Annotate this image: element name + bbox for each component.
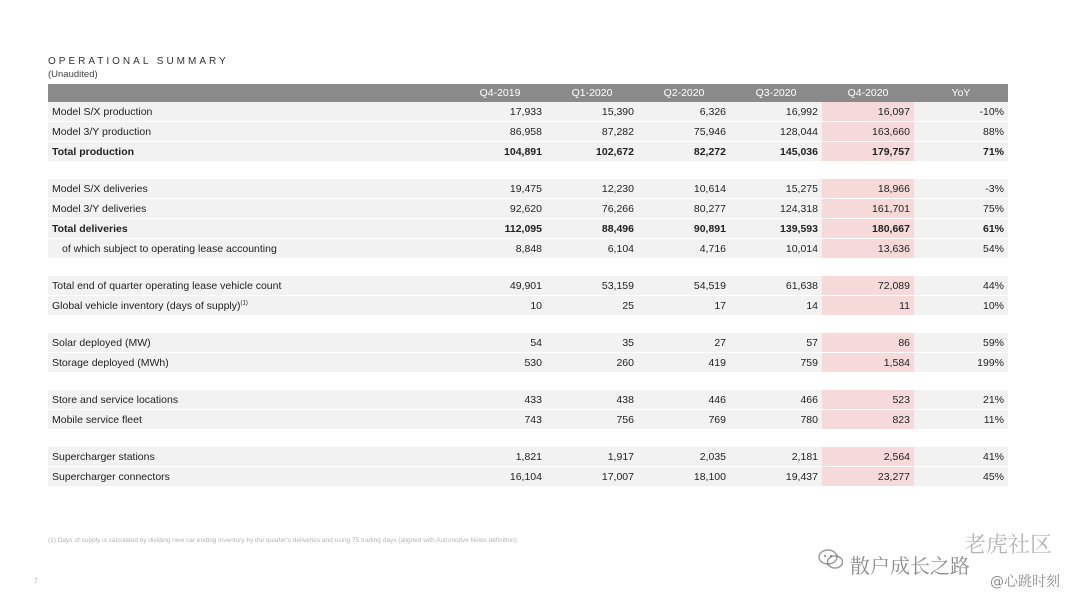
row-label bbox=[48, 467, 454, 487]
spacer-cell bbox=[48, 430, 1008, 447]
value-cell: 102,672 bbox=[546, 142, 638, 162]
column-header: Q1-2020 bbox=[546, 84, 638, 102]
value-cell: 438 bbox=[546, 390, 638, 410]
row-label-text: Supercharger connectors bbox=[52, 470, 170, 483]
value-cell: 446 bbox=[638, 390, 730, 410]
value-cell: 25 bbox=[546, 296, 638, 316]
value-cell: 54 bbox=[454, 333, 546, 353]
value-cell: 92,620 bbox=[454, 199, 546, 219]
watermark-line1: 老虎社区 bbox=[963, 533, 1052, 558]
table-row bbox=[48, 467, 1008, 487]
value-cell: 139,593 bbox=[730, 219, 822, 239]
value-cell: 86,958 bbox=[454, 122, 546, 142]
table-body bbox=[48, 102, 1008, 487]
spacer-cell bbox=[48, 373, 1008, 390]
value-cell: 61,638 bbox=[730, 276, 822, 296]
row-label-text: Model 3/Y deliveries bbox=[52, 202, 147, 215]
column-header-yoy: YoY bbox=[914, 84, 1008, 102]
row-label bbox=[48, 333, 454, 353]
value-cell: 54,519 bbox=[638, 276, 730, 296]
value-cell: 53,159 bbox=[546, 276, 638, 296]
value-cell: 35 bbox=[546, 333, 638, 353]
value-cell: 128,044 bbox=[730, 122, 822, 142]
table-row bbox=[48, 447, 1008, 467]
value-cell: 15,390 bbox=[546, 102, 638, 122]
row-label bbox=[48, 296, 454, 316]
yoy-cell: 199% bbox=[914, 353, 1008, 373]
value-cell: 17 bbox=[638, 296, 730, 316]
row-label-text: Solar deployed (MW) bbox=[52, 336, 151, 349]
row-label-text: Store and service locations bbox=[52, 393, 179, 406]
row-label-text: Supercharger stations bbox=[52, 450, 155, 463]
value-cell: 17,933 bbox=[454, 102, 546, 122]
row-label bbox=[48, 219, 454, 239]
row-label bbox=[48, 179, 454, 199]
row-label-text: Global vehicle inventory (days of supply) bbox=[52, 299, 241, 312]
watermark-line3: @心跳时刻 bbox=[990, 574, 1060, 590]
spacer-row bbox=[48, 162, 1008, 179]
value-cell: 433 bbox=[454, 390, 546, 410]
row-label-text: Total production bbox=[52, 145, 135, 158]
page-number: 7 bbox=[34, 578, 38, 585]
row-label bbox=[48, 353, 454, 373]
value-cell: 17,007 bbox=[546, 467, 638, 487]
value-cell: 2,181 bbox=[730, 447, 822, 467]
value-cell: 10,014 bbox=[730, 239, 822, 259]
footnote: (1) Days of supply is calculated by dividing new car ending inventory by the quarter's deliveries and using 75 trading days (aligned with Automotive News definition). bbox=[48, 537, 519, 544]
row-label-text: of which subject to operating lease accounting bbox=[62, 242, 277, 255]
spacer-row bbox=[48, 259, 1008, 276]
yoy-cell: 59% bbox=[914, 333, 1008, 353]
yoy-cell: 41% bbox=[914, 447, 1008, 467]
wechat-logo-icon bbox=[818, 548, 844, 570]
row-label-text: Model 3/Y production bbox=[52, 125, 152, 138]
spacer-cell bbox=[48, 259, 1008, 276]
spacer-row bbox=[48, 430, 1008, 447]
yoy-cell: -3% bbox=[914, 179, 1008, 199]
value-cell: 6,326 bbox=[638, 102, 730, 122]
table-row bbox=[48, 122, 1008, 142]
value-cell: 759 bbox=[730, 353, 822, 373]
value-cell: 1,821 bbox=[454, 447, 546, 467]
table-header-row bbox=[48, 84, 1008, 102]
value-cell: 530 bbox=[454, 353, 546, 373]
table-row bbox=[48, 239, 1008, 259]
row-label bbox=[48, 390, 454, 410]
value-cell: 57 bbox=[730, 333, 822, 353]
yoy-cell: 45% bbox=[914, 467, 1008, 487]
table-row bbox=[48, 179, 1008, 199]
row-label-text: Model S/X production bbox=[52, 105, 153, 118]
value-cell: 466 bbox=[730, 390, 822, 410]
spacer-row bbox=[48, 373, 1008, 390]
row-label-text: Storage deployed (MWh) bbox=[52, 356, 169, 369]
row-label bbox=[48, 142, 454, 162]
value-cell: 18,100 bbox=[638, 467, 730, 487]
row-label-text: Total deliveries bbox=[52, 222, 128, 235]
current-quarter-cell: 161,701 bbox=[822, 199, 914, 219]
row-label-text: Mobile service fleet bbox=[52, 413, 142, 426]
table-row bbox=[48, 353, 1008, 373]
current-quarter-cell: 1,584 bbox=[822, 353, 914, 373]
column-header: Q3-2020 bbox=[730, 84, 822, 102]
row-label-text: Total end of quarter operating lease vehicle count bbox=[52, 279, 282, 292]
value-cell: 80,277 bbox=[638, 199, 730, 219]
yoy-cell: 75% bbox=[914, 199, 1008, 219]
value-cell: 743 bbox=[454, 410, 546, 430]
value-cell: 12,230 bbox=[546, 179, 638, 199]
yoy-cell: -10% bbox=[914, 102, 1008, 122]
row-label bbox=[48, 410, 454, 430]
header-blank-cell bbox=[48, 84, 454, 102]
value-cell: 260 bbox=[546, 353, 638, 373]
value-cell: 124,318 bbox=[730, 199, 822, 219]
yoy-cell: 71% bbox=[914, 142, 1008, 162]
value-cell: 15,275 bbox=[730, 179, 822, 199]
value-cell: 49,901 bbox=[454, 276, 546, 296]
value-cell: 88,496 bbox=[546, 219, 638, 239]
value-cell: 4,716 bbox=[638, 239, 730, 259]
spacer-cell bbox=[48, 162, 1008, 179]
value-cell: 10,614 bbox=[638, 179, 730, 199]
current-quarter-cell: 163,660 bbox=[822, 122, 914, 142]
column-header-current: Q4-2020 bbox=[822, 84, 914, 102]
value-cell: 10 bbox=[454, 296, 546, 316]
yoy-cell: 21% bbox=[914, 390, 1008, 410]
row-label-text: Model S/X deliveries bbox=[52, 182, 148, 195]
column-header: Q2-2020 bbox=[638, 84, 730, 102]
value-cell: 145,036 bbox=[730, 142, 822, 162]
value-cell: 419 bbox=[638, 353, 730, 373]
value-cell: 1,917 bbox=[546, 447, 638, 467]
value-cell: 16,992 bbox=[730, 102, 822, 122]
value-cell: 16,104 bbox=[454, 467, 546, 487]
value-cell: 2,035 bbox=[638, 447, 730, 467]
current-quarter-cell: 523 bbox=[822, 390, 914, 410]
yoy-cell: 10% bbox=[914, 296, 1008, 316]
row-label bbox=[48, 199, 454, 219]
table-row bbox=[48, 102, 1008, 122]
yoy-cell: 61% bbox=[914, 219, 1008, 239]
value-cell: 90,891 bbox=[638, 219, 730, 239]
value-cell: 19,437 bbox=[730, 467, 822, 487]
value-cell: 769 bbox=[638, 410, 730, 430]
value-cell: 756 bbox=[546, 410, 638, 430]
value-cell: 82,272 bbox=[638, 142, 730, 162]
spacer-cell bbox=[48, 316, 1008, 333]
table-row bbox=[48, 333, 1008, 353]
row-label bbox=[48, 239, 454, 259]
current-quarter-cell: 23,277 bbox=[822, 467, 914, 487]
value-cell: 780 bbox=[730, 410, 822, 430]
row-label bbox=[48, 122, 454, 142]
current-quarter-cell: 18,966 bbox=[822, 179, 914, 199]
table-row bbox=[48, 142, 1008, 162]
page-subheading: (Unaudited) bbox=[48, 69, 98, 80]
value-cell: 87,282 bbox=[546, 122, 638, 142]
value-cell: 27 bbox=[638, 333, 730, 353]
table-row bbox=[48, 410, 1008, 430]
value-cell: 76,266 bbox=[546, 199, 638, 219]
value-cell: 19,475 bbox=[454, 179, 546, 199]
table-row bbox=[48, 390, 1008, 410]
current-quarter-cell: 179,757 bbox=[822, 142, 914, 162]
current-quarter-cell: 2,564 bbox=[822, 447, 914, 467]
current-quarter-cell: 16,097 bbox=[822, 102, 914, 122]
table-row bbox=[48, 219, 1008, 239]
table-row bbox=[48, 199, 1008, 219]
operational-summary-table bbox=[48, 84, 1008, 487]
yoy-cell: 11% bbox=[914, 410, 1008, 430]
current-quarter-cell: 72,089 bbox=[822, 276, 914, 296]
value-cell: 104,891 bbox=[454, 142, 546, 162]
value-cell: 112,095 bbox=[454, 219, 546, 239]
current-quarter-cell: 13,636 bbox=[822, 239, 914, 259]
watermark-line2: 散户成长之路 bbox=[850, 554, 970, 578]
yoy-cell: 44% bbox=[914, 276, 1008, 296]
table-row bbox=[48, 276, 1008, 296]
value-cell: 6,104 bbox=[546, 239, 638, 259]
value-cell: 8,848 bbox=[454, 239, 546, 259]
current-quarter-cell: 823 bbox=[822, 410, 914, 430]
row-label bbox=[48, 102, 454, 122]
yoy-cell: 54% bbox=[914, 239, 1008, 259]
value-cell: 14 bbox=[730, 296, 822, 316]
yoy-cell: 88% bbox=[914, 122, 1008, 142]
table-row bbox=[48, 296, 1008, 316]
page-heading: OPERATIONAL SUMMARY bbox=[48, 56, 229, 67]
footnote-marker: (1) bbox=[240, 300, 248, 306]
current-quarter-cell: 11 bbox=[822, 296, 914, 316]
row-label bbox=[48, 276, 454, 296]
current-quarter-cell: 86 bbox=[822, 333, 914, 353]
row-label bbox=[48, 447, 454, 467]
value-cell: 75,946 bbox=[638, 122, 730, 142]
column-header: Q4-2019 bbox=[454, 84, 546, 102]
spacer-row bbox=[48, 316, 1008, 333]
current-quarter-cell: 180,667 bbox=[822, 219, 914, 239]
